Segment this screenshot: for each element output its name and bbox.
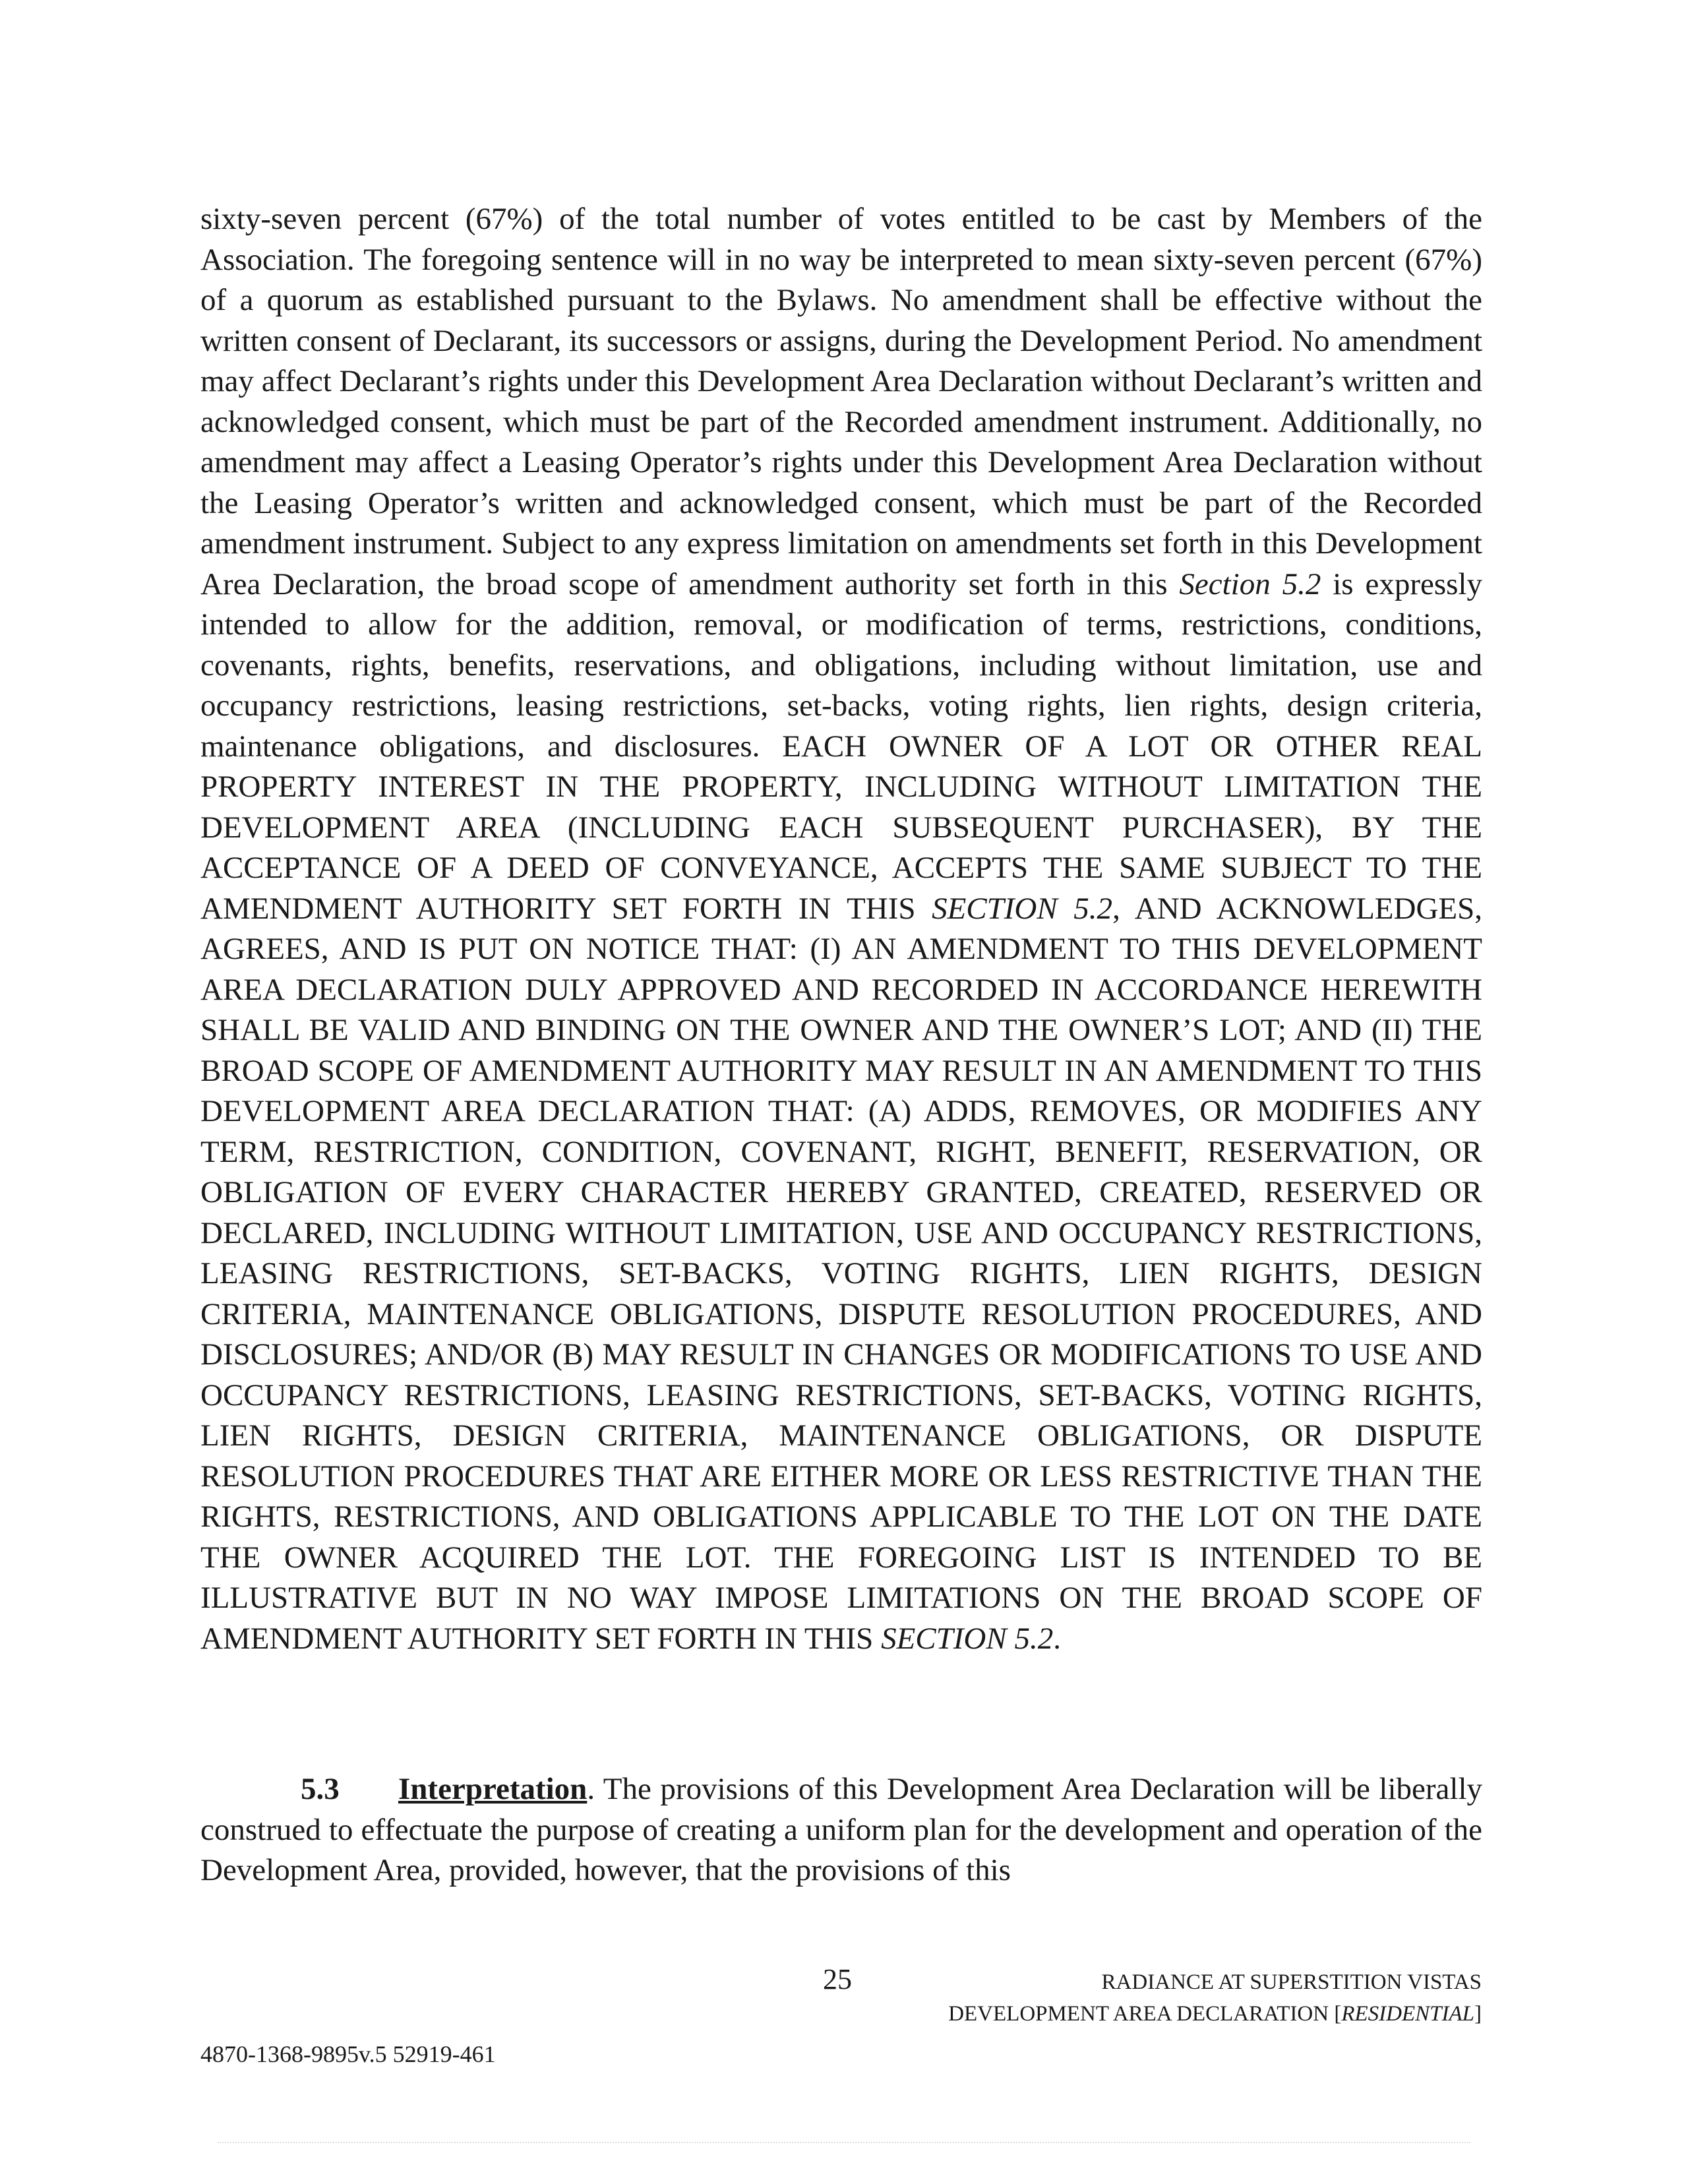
page-number: 25 xyxy=(823,1963,852,1995)
scan-artifact-line xyxy=(218,2142,1470,2147)
section-reference: Section 5.2 xyxy=(1179,566,1321,601)
footer-document-title xyxy=(948,1966,1482,2030)
section-title-punct: . xyxy=(587,1772,595,1806)
paragraph-text: sixty-seven percent (67%) of the total number of votes entitled to be cast by Members of the Association. The foregoing sentence will in no way be interpreted to mean sixty-seven percent (67%) of a quorum as established pursuant to the Bylaws. No amendment shall be effective without the written consent of Declarant, its successors or assigns, during the Development Period. No amendment may affect Declarant’s rights under this Development Area Declaration without Declarant’s written and acknowledged consent, which must be part of the Recorded amendment instrument. Additionally, no amendment may affect a Leasing Operator’s rights under this Development Area Declaration without the Leasing Operator’s written and acknowledged consent, which must be part of the Recorded amendment instrument. Subject to any express limitation on amendments set forth in this Development Area Declaration, the broad scope of amendment authority set forth in this xyxy=(200,202,1482,601)
paragraph-text: , AND ACKNOWLEDGES, AGREES, AND IS PUT ON NOTICE THAT: (I) AN AMENDMENT TO THIS DEVELOPMENT AREA DECLARATION DULY APPROVED AND RECORDED IN ACCORDANCE HEREWITH SHALL BE VALID AND BINDING ON THE OWNER AND THE OWNER’S LOT; AND (II) THE BROAD SCOPE OF AMENDMENT AUTHORITY MAY RESULT IN AN AMENDMENT TO THIS DEVELOPMENT AREA DECLARATION THAT: (A) ADDS, REMOVES, OR MODIFIES ANY TERM, RESTRICTION, CONDITION, COVENANT, RIGHT, BENEFIT, RESERVATION, OR OBLIGATION OF EVERY CHARACTER HEREBY GRANTED, CREATED, RESERVED OR DECLARED, INCLUDING WITHOUT LIMITATION, USE AND OCCUPANCY RESTRICTIONS, LEASING RESTRICTIONS, SET-BACKS, VOTING RIGHTS, LIEN RIGHTS, DESIGN CRITERIA, MAINTENANCE OBLIGATIONS, DISPUTE RESOLUTION PROCEDURES, AND DISCLOSURES; AND/OR (B) MAY RESULT IN CHANGES OR MODIFICATIONS TO USE AND OCCUPANCY RESTRICTIONS, LEASING RESTRICTIONS, SET-BACKS, VOTING RIGHTS, LIEN RIGHTS, DESIGN CRITERIA, MAINTENANCE OBLIGATIONS, OR DISPUTE RESOLUTION PROCEDURES THAT ARE EITHER MORE OR LESS RESTRICTIVE THAN THE RIGHTS, RESTRICTIONS, AND OBLIGATIONS APPLICABLE TO THE LOT ON THE DATE THE OWNER ACQUIRED THE LOT. THE FOREGOING LIST IS INTENDED TO BE ILLUSTRATIVE BUT IN NO WAY IMPOSE LIMITATIONS ON THE BROAD SCOPE OF AMENDMENT AUTHORITY SET FORTH IN THIS xyxy=(200,891,1482,1656)
document-id: 4870-1368-9895v.5 52919-461 xyxy=(200,2041,496,2067)
footer-title-italic: RESIDENTIAL xyxy=(1341,2002,1474,2026)
footer-title-line2 xyxy=(948,1998,1482,2030)
section-title: Interpretation xyxy=(398,1772,588,1806)
section-reference: SECTION 5.2 xyxy=(881,1621,1054,1656)
section-number: 5.3 xyxy=(301,1772,340,1806)
paragraph-text: . xyxy=(1053,1621,1061,1656)
paragraph-text: is expressly intended to allow for the addition, removal, or modification of terms, restrictions, conditions, covenants, rights, benefits, reservations, and obligations, including without limitation, use and occupancy restrictions, leasing restrictions, set-backs, voting rights, lien rights, design criteria, maintenance obligations, and disclosures. EACH OWNER OF A LOT OR OTHER REAL PROPERTY INTEREST IN THE PROPERTY, INCLUDING WITHOUT LIMITATION THE DEVELOPMENT AREA (INCLUDING EACH SUBSEQUENT PURCHASER), BY THE ACCEPTANCE OF A DEED OF CONVEYANCE, ACCEPTS THE SAME SUBJECT TO THE AMENDMENT AUTHORITY SET FORTH IN THIS xyxy=(200,566,1482,926)
body-paragraph-amendment xyxy=(200,199,1482,1659)
footer-title-prefix: DEVELOPMENT AREA DECLARATION [ xyxy=(948,2002,1342,2026)
footer-title-suffix: ] xyxy=(1474,2002,1482,2026)
section-5-3-paragraph xyxy=(200,1769,1482,1891)
section-text: The provisions of this Development Area Declaration will be liberally construed to effectuate the purpose of creating a uniform plan for the development and operation of the Development Area, provided, however, that the provisions of this xyxy=(200,1772,1482,1887)
section-reference: SECTION 5.2 xyxy=(932,891,1113,926)
footer-title-line1: RADIANCE AT SUPERSTITION VISTAS xyxy=(1101,1970,1482,1994)
